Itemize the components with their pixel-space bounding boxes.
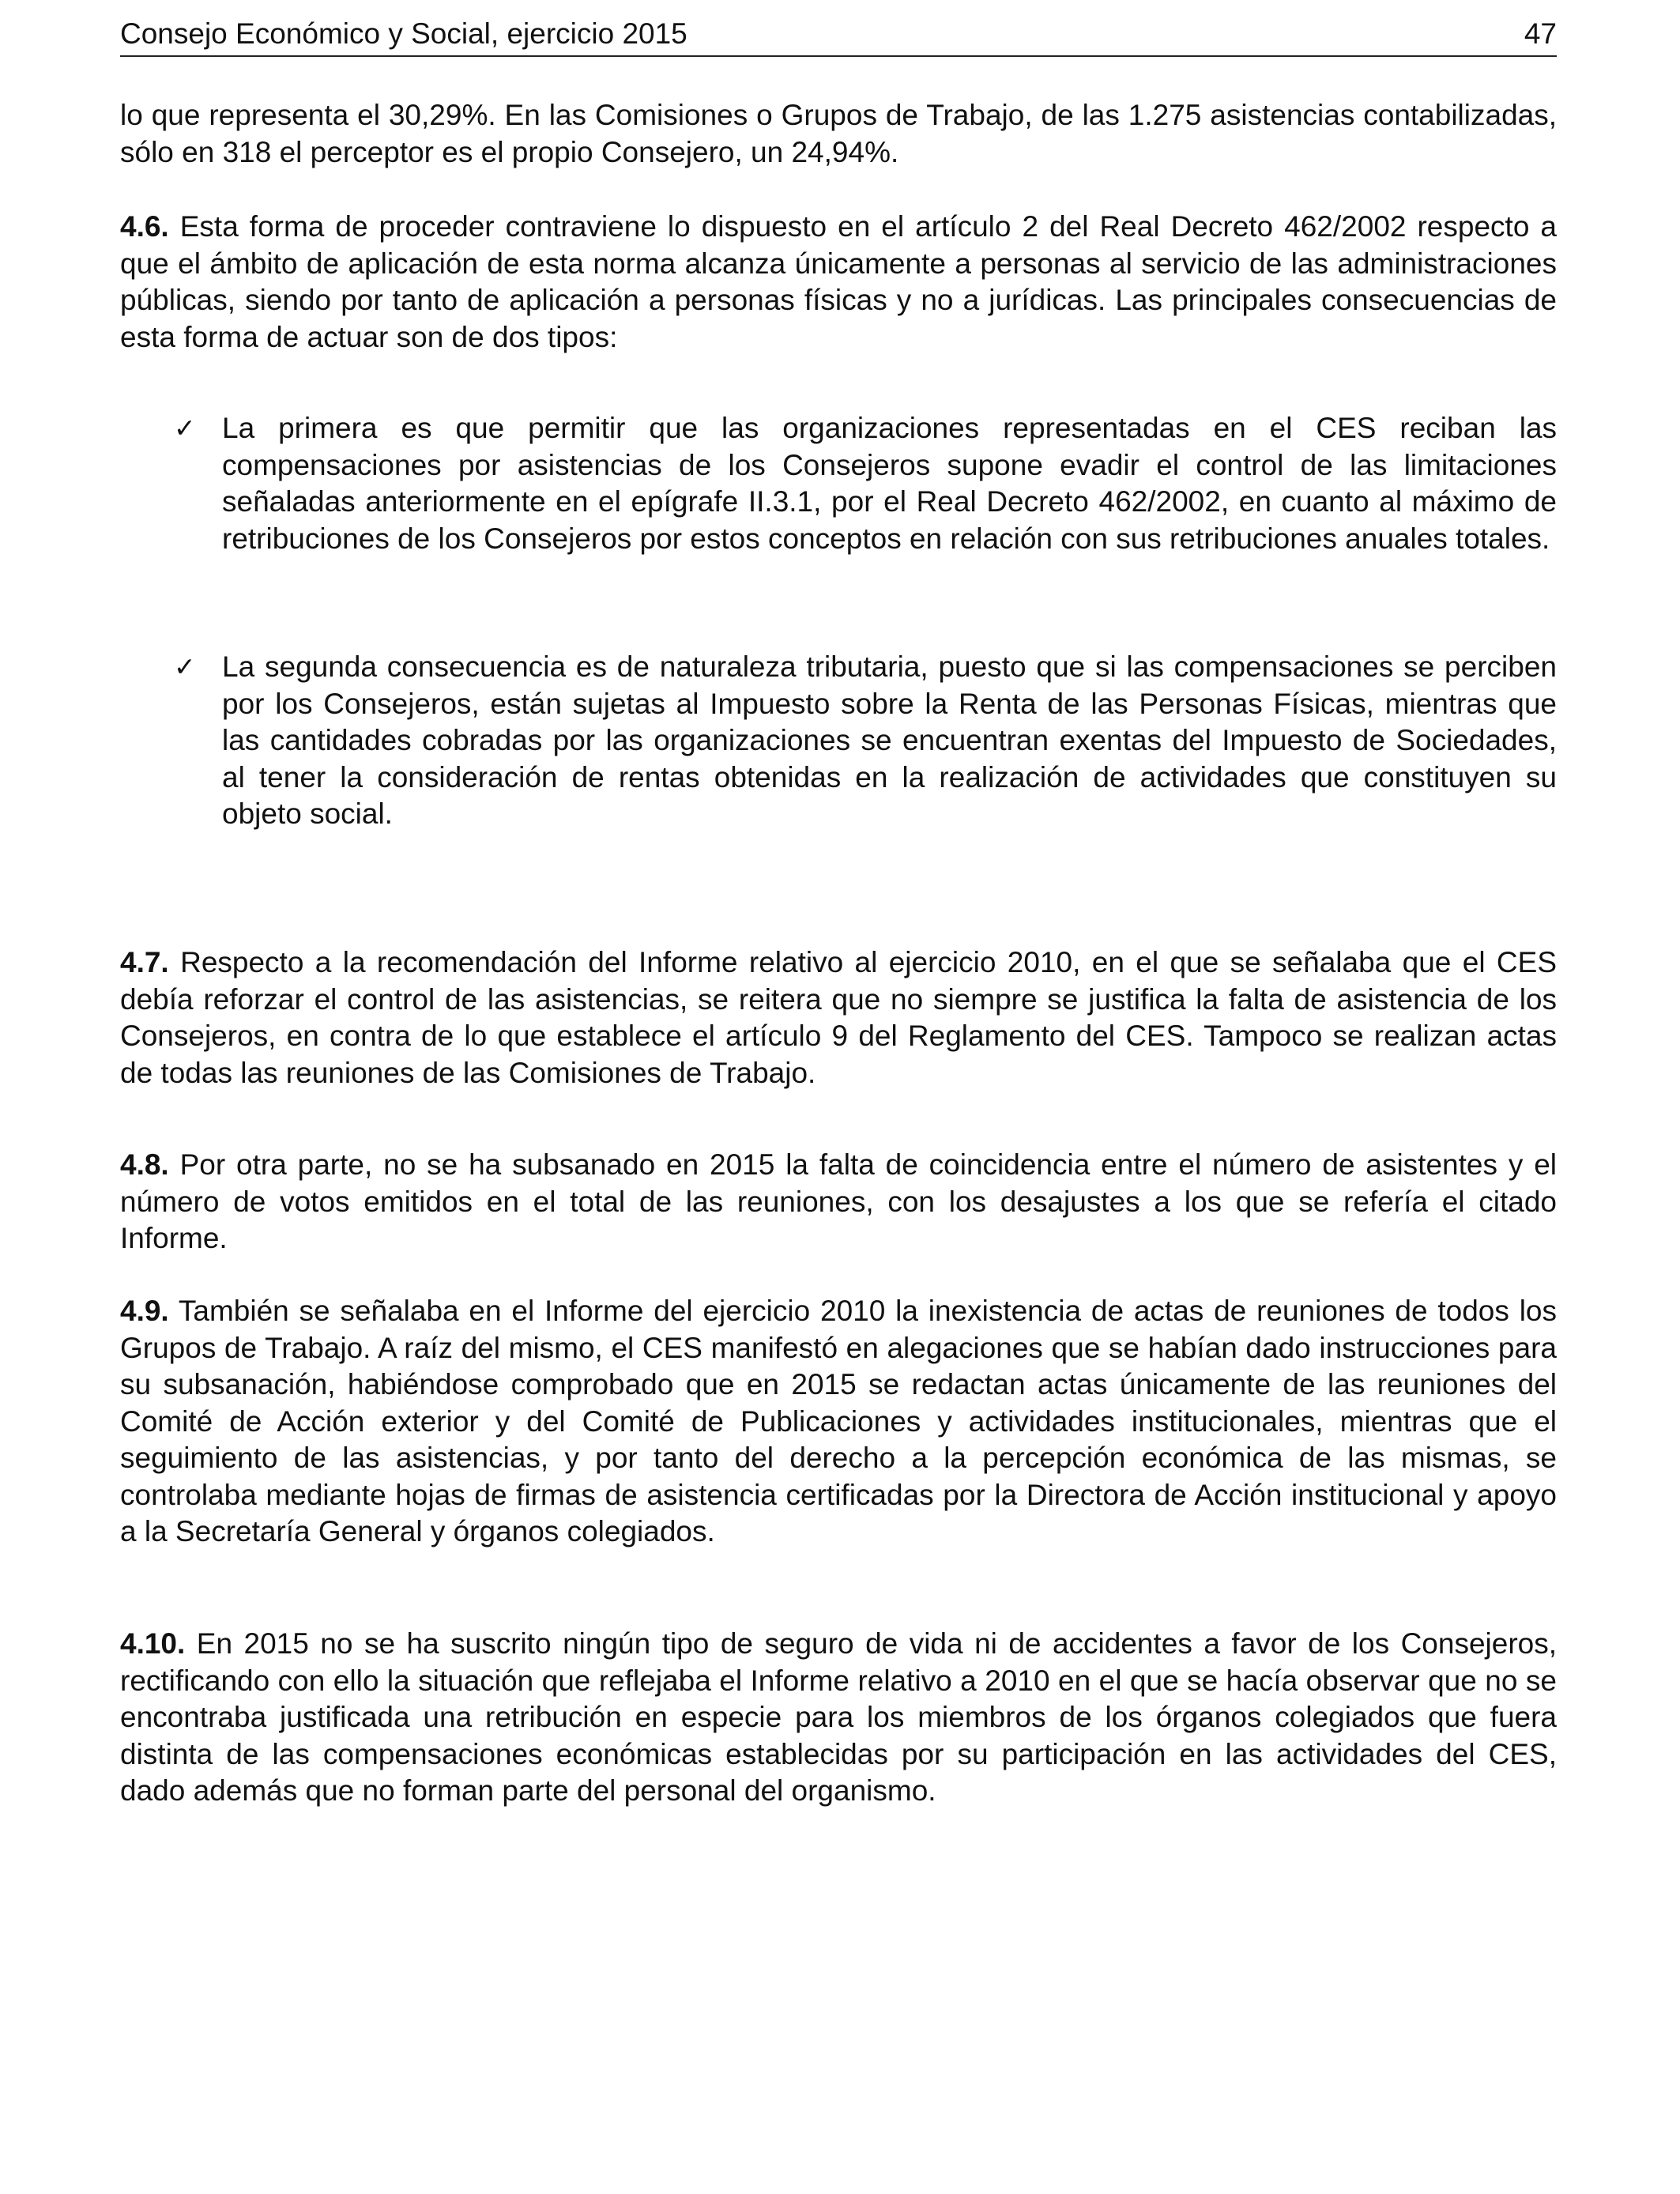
list-item-text: La primera es que permitir que las organizaciones representadas en el CES reciban las compensaciones por asistencias de los Consejeros supone evadir el control de las limitaciones señaladas anteriormente en el epígrafe II.3.1, por el Real Decreto 462/2002, en cuanto al máximo de retribuciones de los Consejeros por estos conceptos en relación con sus retribuciones anuales totales. <box>222 412 1557 555</box>
paragraph-4-7 <box>120 944 1557 1091</box>
header-title: Consejo Económico y Social, ejercicio 2015 <box>120 17 687 50</box>
paragraph-number: 4.6. <box>120 210 169 243</box>
page-number: 47 <box>1524 17 1557 50</box>
paragraph-text: También se señalaba en el Informe del ejercicio 2010 la inexistencia de actas de reuniones de todos los Grupos de Trabajo. A raíz del mismo, el CES manifestó en alegaciones que se habían dado instrucciones para su subsanación, habiéndose comprobado que en 2015 se redactan actas únicamente de las reuniones del Comité de Acción exterior y del Comité de Publicaciones y actividades institucionales, mientras que el seguimiento de las asistencias, y por tanto del derecho a la percepción económica de las mismas, se controlaba mediante hojas de firmas de asistencia certificadas por la Directora de Acción institucional y apoyo a la Secretaría General y órganos colegiados. <box>120 1295 1557 1547</box>
paragraph-number: 4.9. <box>120 1295 169 1327</box>
paragraph-text: Por otra parte, no se ha subsanado en 2015 la falta de coincidencia entre el número de asistentes y el número de votos emitidos en el total de las reuniones, con los desajustes a los que se refería el citado Informe. <box>120 1148 1557 1254</box>
paragraph-4-9 <box>120 1293 1557 1551</box>
intro-paragraph: lo que representa el 30,29%. En las Comisiones o Grupos de Trabajo, de las 1.275 asistencias contabilizadas, sólo en 318 el perceptor es el propio Consejero, un 24,94%. <box>120 99 1557 168</box>
paragraph-text: Esta forma de proceder contraviene lo dispuesto en el artículo 2 del Real Decreto 462/2002 respecto a que el ámbito de aplicación de esta norma alcanza únicamente a personas al servicio de las administraciones públicas, siendo por tanto de aplicación a personas físicas y no a jurídicas. Las principales consecuencias de esta forma de actuar son de dos tipos: <box>120 210 1557 353</box>
list-item-text: La segunda consecuencia es de naturaleza tributaria, puesto que si las compensaciones se perciben por los Consejeros, están sujetas al Impuesto sobre la Renta de las Personas Físicas, mientras que las cantidades cobradas por las organizaciones se encuentran exentas del Impuesto de Sociedades, al tener la consideración de rentas obtenidas en la realización de actividades que constituyen su objeto social. <box>222 650 1557 830</box>
paragraph-number: 4.8. <box>120 1148 169 1181</box>
paragraph-4-10 <box>120 1626 1557 1810</box>
paragraph-4-8 <box>120 1147 1557 1257</box>
paragraph-4-6 <box>120 209 1557 356</box>
paragraph-text: En 2015 no se ha suscrito ningún tipo de seguro de vida ni de accidentes a favor de los Consejeros, rectificando con ello la situación que reflejaba el Informe relativo a 2010 en el que se hacía observar que no se encontraba justificada una retribución en especie para los miembros de los órganos colegiados que fuera distinta de las compensaciones económicas establecidas por su participación en las actividades del CES, dado además que no forman parte del personal del organismo. <box>120 1627 1557 1807</box>
paragraph-number: 4.7. <box>120 946 169 978</box>
paragraph-number: 4.10. <box>120 1627 186 1660</box>
check-icon: ✓ <box>174 413 196 443</box>
running-header <box>120 14 1557 57</box>
paragraph-text: Respecto a la recomendación del Informe relativo al ejercicio 2010, en el que se señalaba que el CES debía reforzar el control de las asistencias, se reitera que no siempre se justifica la falta de asistencia de los Consejeros, en contra de lo que establece el artículo 9 del Reglamento del CES. Tampoco se realizan actas de todas las reuniones de las Comisiones de Trabajo. <box>120 946 1557 1089</box>
check-icon: ✓ <box>174 651 196 682</box>
